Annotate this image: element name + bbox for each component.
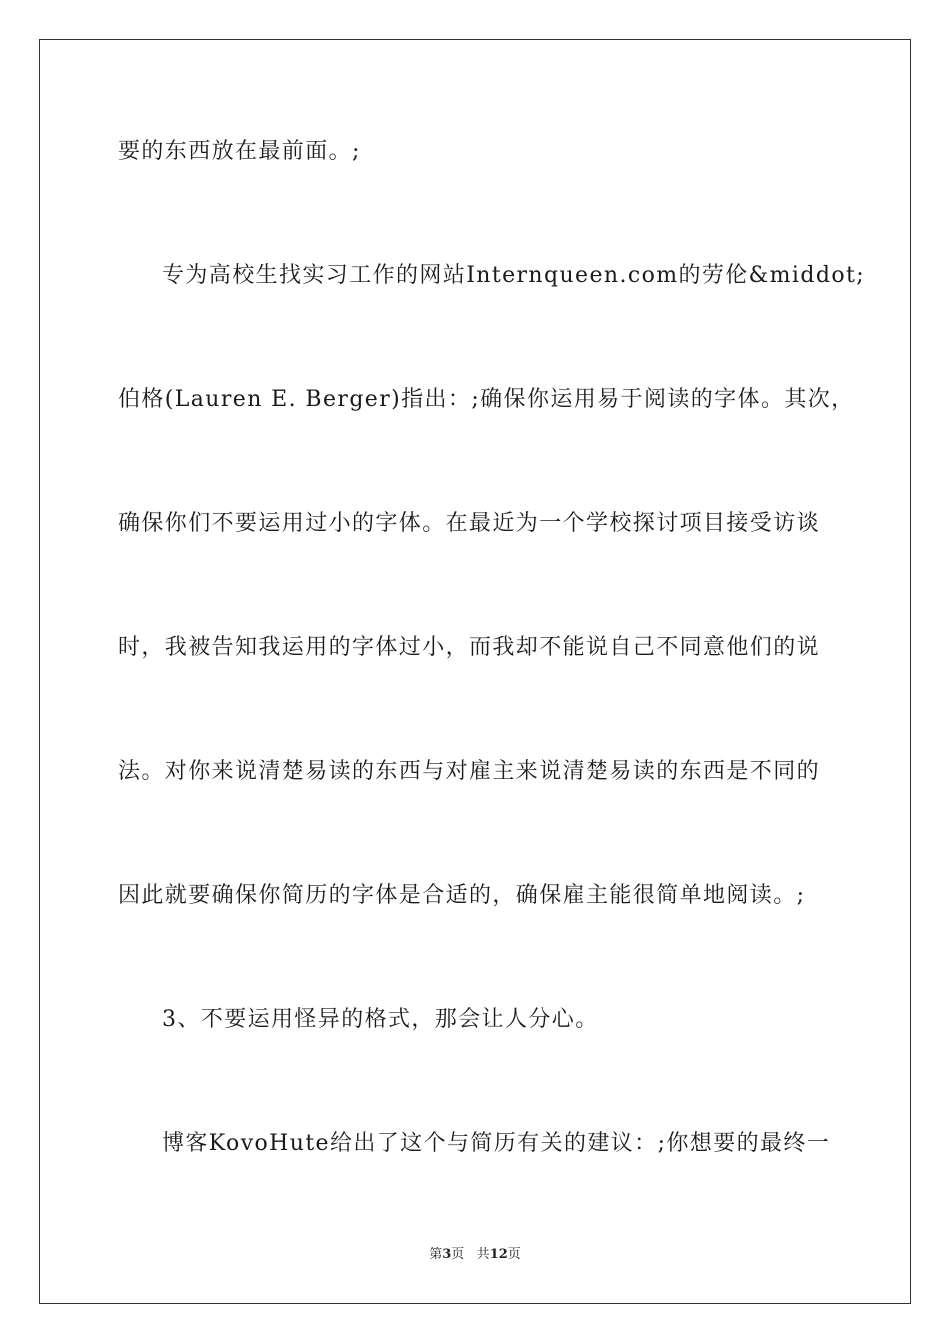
body-line-6: 法。对你来说清楚易读的东西与对雇主来说清楚易读的东西是不同的 xyxy=(118,759,821,784)
body-line-2: 专为高校生找实习工作的网站Internqueen.com的劳伦&middot; xyxy=(162,263,866,288)
page-current: 3 xyxy=(442,1247,452,1262)
body-line-7: 因此就要确保你简历的字体是合适的，确保雇主能很简单地阅读。; xyxy=(118,883,806,908)
body-line-5: 时，我被告知我运用的字体过小，而我却不能说自己不同意他们的说 xyxy=(118,635,821,660)
total-prefix: 共 xyxy=(476,1247,490,1262)
body-line-9: 博客KovoHute给出了这个与简历有关的建议：;你想要的最终一 xyxy=(162,1131,831,1156)
total-suffix: 页 xyxy=(507,1247,521,1262)
page-border xyxy=(39,39,911,1304)
body-line-8: 3、不要运用怪异的格式，那会让人分心。 xyxy=(162,1007,599,1032)
body-line-1: 要的东西放在最前面。; xyxy=(118,139,361,164)
page-footer xyxy=(0,1246,950,1264)
body-line-4: 确保你们不要运用过小的字体。在最近为一个学校探讨项目接受访谈 xyxy=(118,511,821,536)
page-prefix: 第 xyxy=(429,1247,443,1262)
page-suffix: 页 xyxy=(451,1247,465,1262)
body-line-3: 伯格(Lauren E. Berger)指出：;确保你运用易于阅读的字体。其次， xyxy=(118,387,855,412)
page-total: 12 xyxy=(489,1247,508,1262)
